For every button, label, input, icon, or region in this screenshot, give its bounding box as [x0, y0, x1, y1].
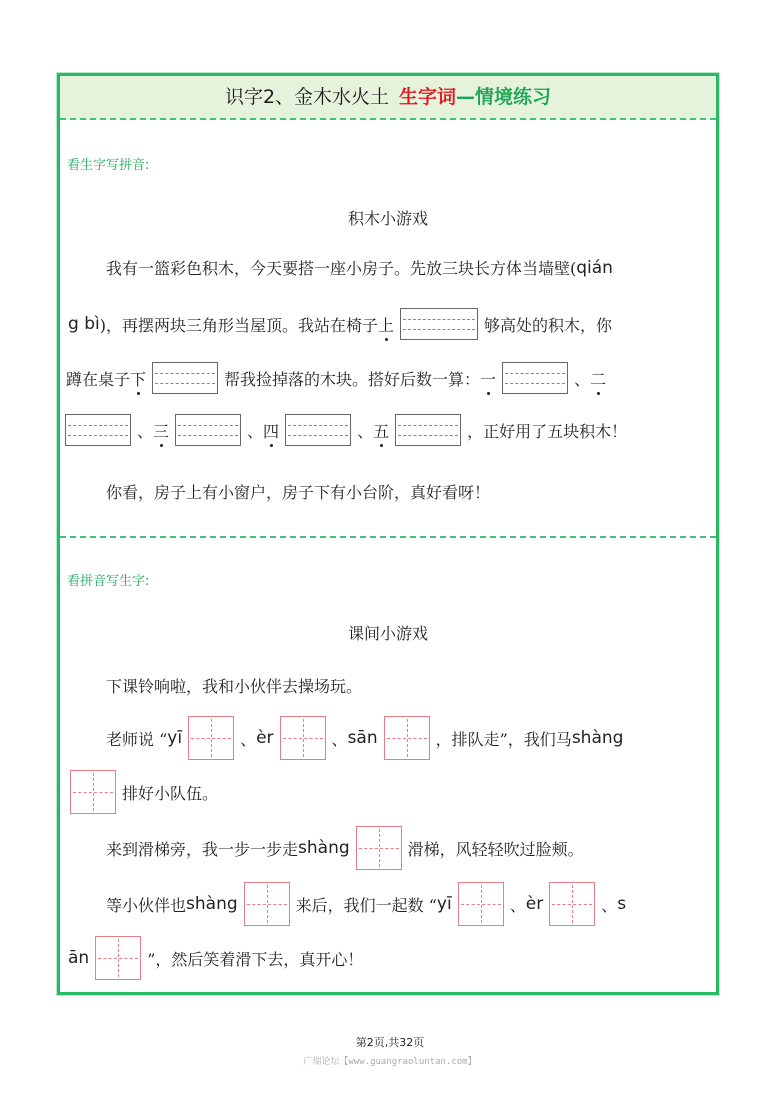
pinyin-answer-box[interactable] — [502, 362, 568, 394]
pinyin-text: qián — [576, 257, 613, 278]
tianzige-answer-box[interactable] — [384, 716, 430, 760]
text: )，再摆两块三角形当屋顶。我站在椅子 — [99, 315, 378, 335]
pinyin-text: shàng — [186, 894, 238, 914]
worksheet-header — [60, 76, 716, 120]
text: 蹲在桌子 — [66, 369, 131, 389]
section-divider — [60, 536, 716, 538]
text: ，正好用了五块积木！ — [467, 421, 628, 441]
pinyin-text: èr — [256, 728, 274, 748]
section1-line-3 — [60, 362, 716, 394]
dotted-char: 上 — [378, 313, 394, 336]
text: 我有一篮彩色积木，今天要搭一座小房子。先放三块长方体当墙壁( — [106, 259, 577, 278]
tianzige-answer-box[interactable] — [70, 770, 116, 814]
section2-line-4 — [60, 826, 716, 870]
text: 、 — [357, 421, 374, 441]
dotted-char: 四 — [263, 419, 279, 442]
section2-line-2 — [60, 716, 716, 760]
pinyin-text: s — [617, 894, 627, 914]
section2-line-5 — [60, 882, 716, 926]
dotted-char: 一 — [480, 367, 496, 390]
section2-label: 看拼音写生字: — [67, 574, 150, 589]
text: 来到滑梯旁，我一步一步走 — [106, 839, 299, 859]
text: 、 — [509, 895, 526, 915]
section1-line-2 — [60, 308, 716, 340]
worksheet-frame — [57, 73, 719, 995]
page-number: 第2页,共32页 — [355, 1036, 425, 1049]
text: 滑梯，风轻轻吹过脸颊。 — [407, 839, 584, 859]
text: 、 — [574, 369, 591, 389]
header-lesson-title: 识字2、金木水火土 — [224, 86, 390, 108]
text: 、 — [137, 421, 154, 441]
dotted-char: 五 — [373, 419, 389, 442]
text: 排好小队伍。 — [122, 783, 219, 803]
text: 来后，我们一起数 “ — [295, 895, 437, 915]
text: 帮我捡掉落的木块。搭好后数一算： — [224, 369, 481, 389]
section2-line-3 — [60, 770, 716, 814]
section2-line-1: 下课铃响啦，我和小伙伴去操场玩。 — [106, 677, 363, 696]
header-vocab-label: 生字词 — [399, 86, 457, 108]
text: ”，然后笑着滑下去，真开心！ — [147, 949, 364, 969]
pinyin-text: èr — [525, 894, 544, 914]
pinyin-answer-box[interactable] — [395, 414, 461, 446]
pinyin-answer-box[interactable] — [65, 414, 131, 446]
pinyin-text: g bì — [68, 314, 100, 334]
pinyin-answer-box[interactable] — [152, 362, 218, 394]
tianzige-answer-box[interactable] — [458, 882, 504, 926]
header-practice-label: —情境练习 — [456, 86, 552, 108]
section1-line-5: 你看，房子上有小窗户，房子下有小台阶，真好看呀！ — [106, 483, 491, 502]
pinyin-text: yī — [167, 728, 183, 748]
text: 、 — [331, 729, 348, 749]
section2-story-title: 课间小游戏 — [347, 624, 428, 643]
section1-line-4 — [60, 414, 716, 446]
pinyin-answer-box[interactable] — [175, 414, 241, 446]
section1-line-1 — [60, 256, 716, 279]
pinyin-text: ān — [68, 948, 90, 968]
dotted-char: 三 — [153, 419, 169, 442]
section2-line-6 — [60, 936, 716, 980]
text: 够高处的积木，你 — [483, 315, 612, 335]
text: 、 — [247, 421, 264, 441]
section1-label: 看生字写拼音: — [67, 158, 150, 173]
pinyin-answer-box[interactable] — [285, 414, 351, 446]
tianzige-answer-box[interactable] — [188, 716, 234, 760]
text: 老师说 “ — [106, 729, 168, 749]
text: ，排队走”，我们马 — [435, 729, 572, 749]
dotted-char: 二 — [590, 367, 606, 390]
tianzige-answer-box[interactable] — [244, 882, 290, 926]
pinyin-text: yī — [436, 894, 452, 914]
text: 、 — [240, 729, 257, 749]
tianzige-answer-box[interactable] — [356, 826, 402, 870]
watermark: 广瑞论坛【www.guangraoluntan.com】 — [303, 1057, 477, 1067]
pinyin-answer-box[interactable] — [400, 308, 478, 340]
pinyin-text: shàng — [571, 728, 624, 748]
dotted-char: 下 — [130, 367, 146, 390]
text: 、 — [601, 895, 618, 915]
pinyin-text: sān — [347, 728, 378, 748]
text: 等小伙伴也 — [106, 895, 187, 915]
tianzige-answer-box[interactable] — [549, 882, 595, 926]
pinyin-text: shàng — [298, 838, 350, 858]
tianzige-answer-box[interactable] — [280, 716, 326, 760]
tianzige-answer-box[interactable] — [95, 936, 141, 980]
section1-story-title: 积木小游戏 — [347, 209, 428, 228]
